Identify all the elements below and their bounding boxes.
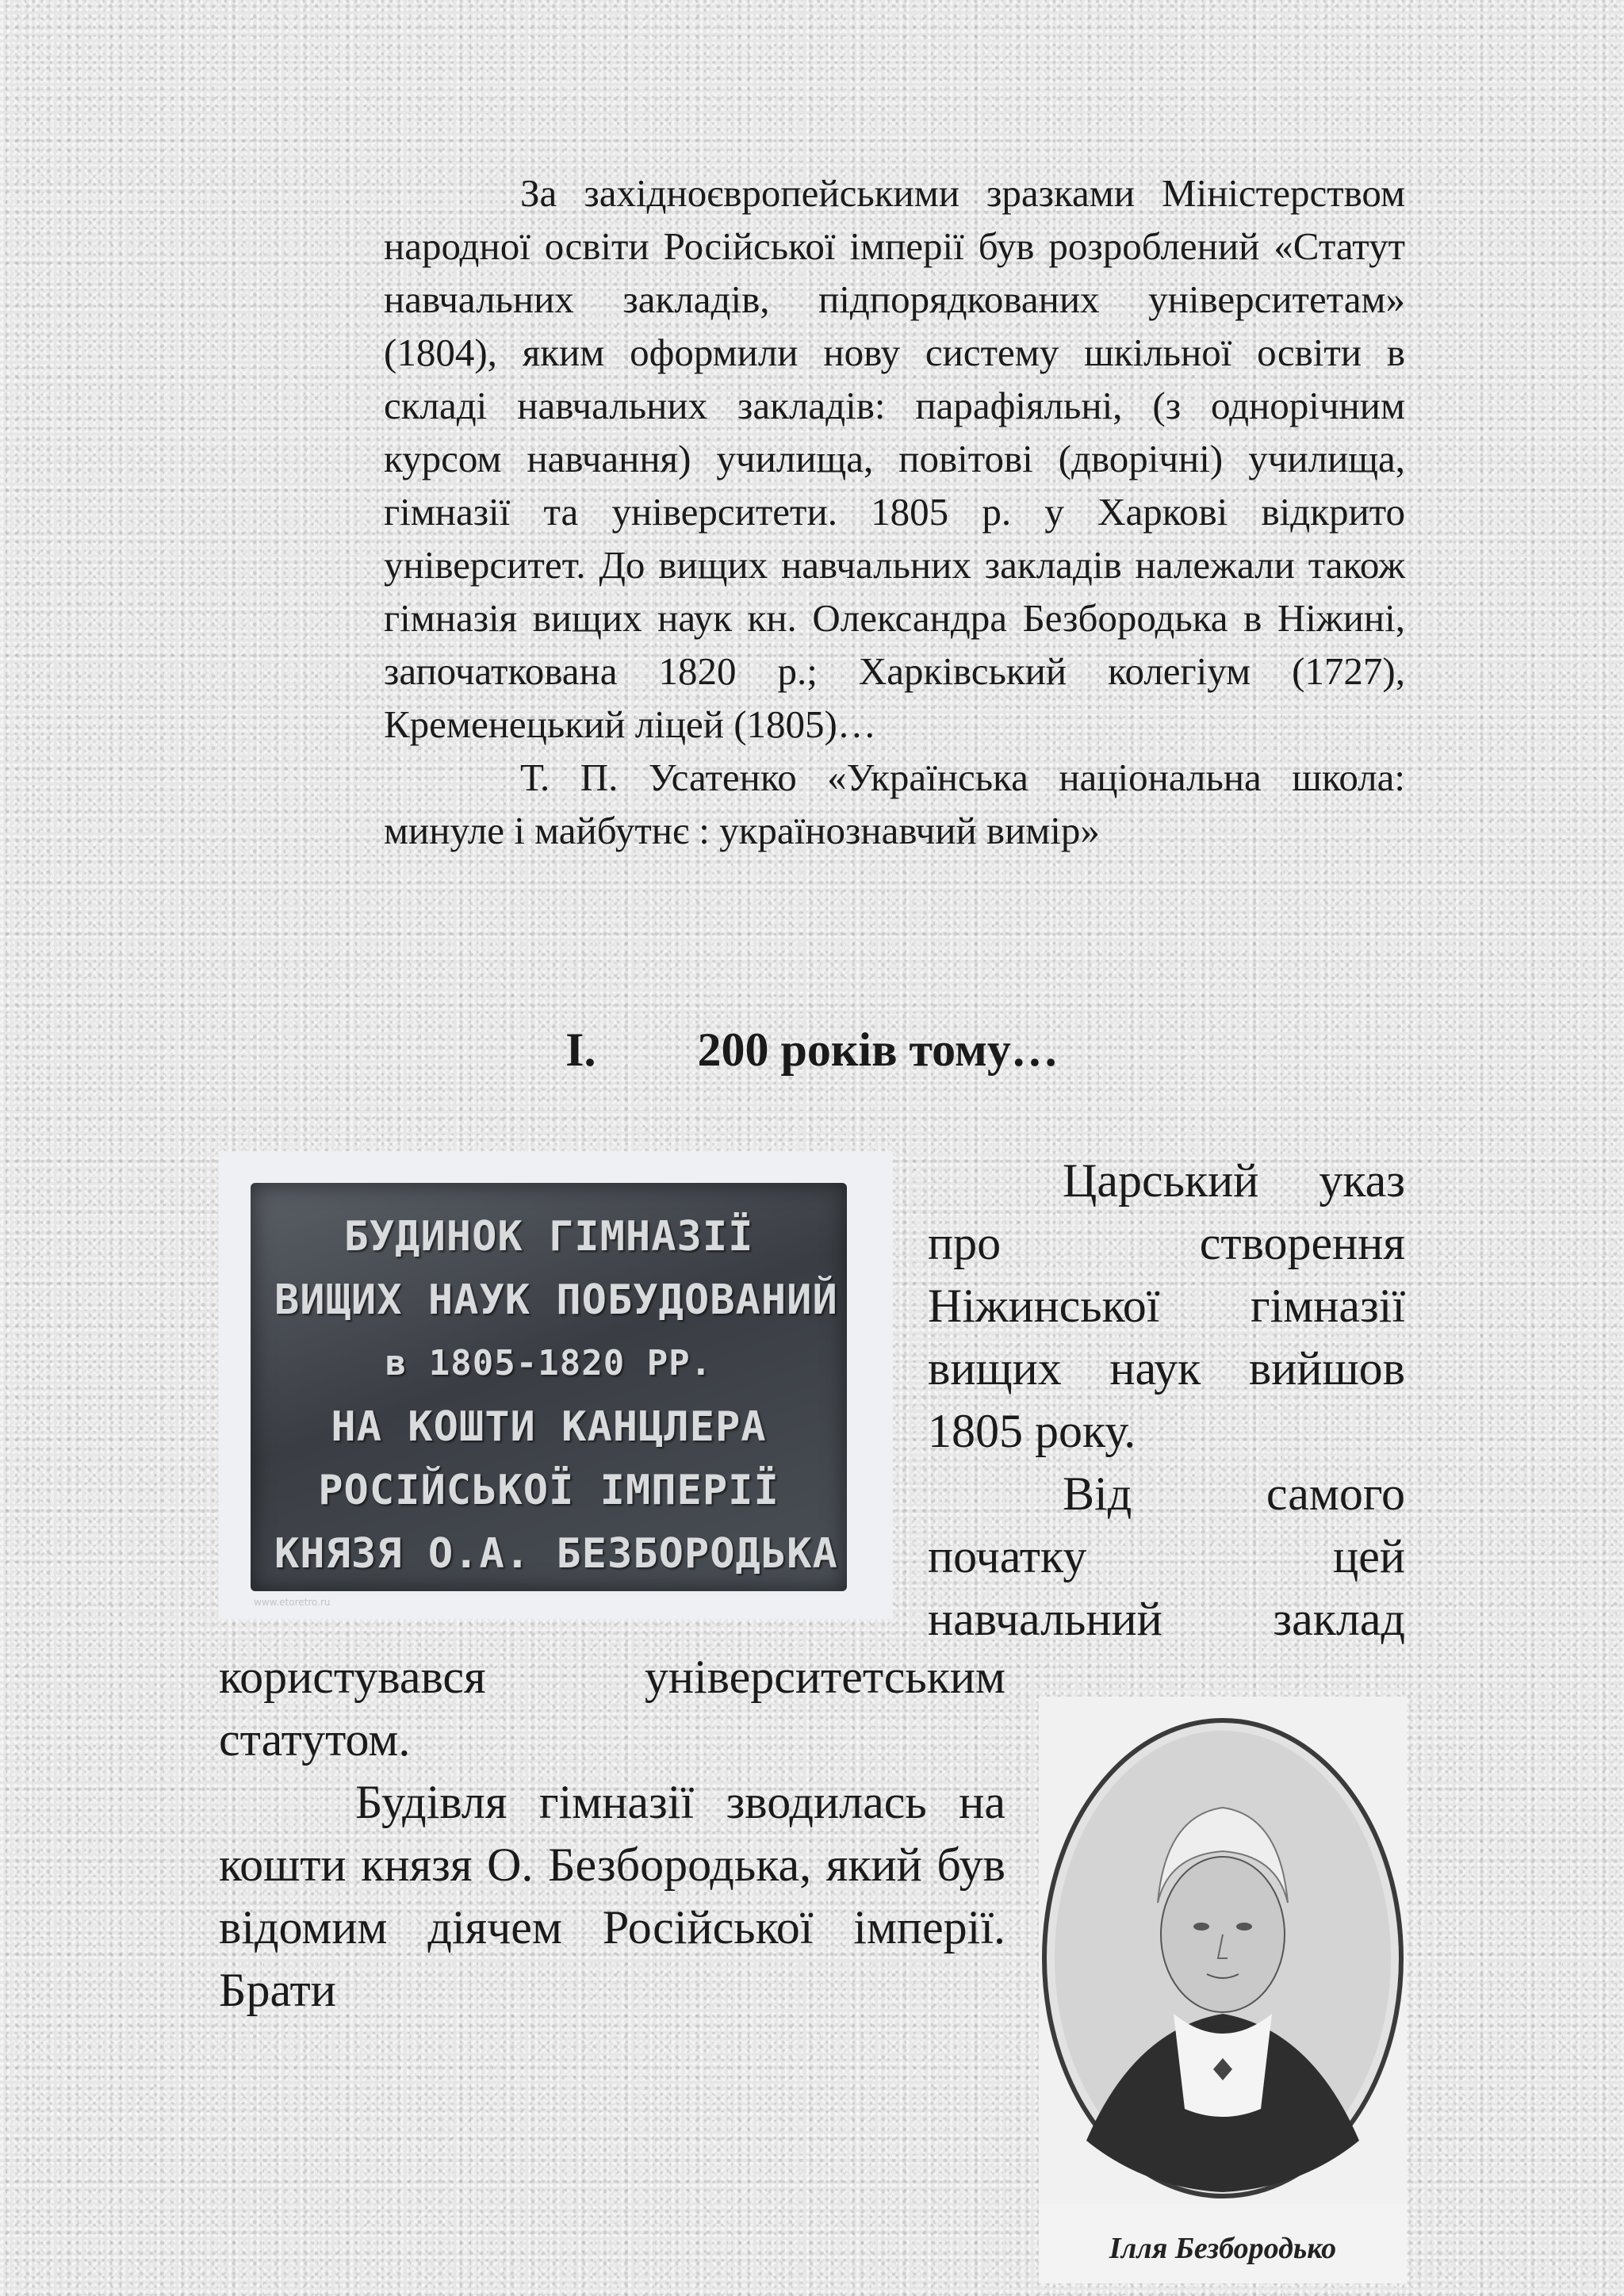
left-column-text <box>219 1646 1005 2022</box>
body-text: користувався університетським <box>219 1651 1005 1703</box>
photo-watermark: www.etoretro.ru <box>254 1597 331 1608</box>
body-paragraph <box>219 1646 1005 1771</box>
plaque-line: КНЯЗЯ О.А. БЕЗБОРОДЬКА <box>274 1530 838 1578</box>
plaque-line: НА КОШТИ КАНЦЛЕРА <box>331 1403 767 1451</box>
right-column-text <box>928 1150 1405 1651</box>
plaque-inscription <box>274 1205 838 1586</box>
body-text: статутом. <box>219 1713 411 1766</box>
body-paragraph: Від самого початку цей навчальний заклад <box>928 1468 1405 1645</box>
memorial-plaque-photo <box>219 1151 893 1619</box>
portrait-caption: Ілля Безбородько <box>1109 2232 1337 2265</box>
epigraph-attribution: Т. П. Усатенко «Українська національна школа: минуле і майбутнє : українознавчий вимір» <box>384 756 1405 852</box>
plaque-line: ВИЩИХ НАУК ПОБУДОВАНИЙ <box>274 1276 838 1324</box>
epigraph-paragraph: За західноєвропейськими зразками Міністерством народної освіти Російської імперії був розроблений «Статут навчальних закладів, підпорядкованих університетам» (1804), яким оформили нову систему шкільної освіти в складі навчальних закладів: парафіяльні, (з однорічним курсом навчання) училища, повітові (дворічні) училища, гімназії та університети. 1805 р. у Харкові відкрито університет. До вищих навчальних закладів належали також гімназія вищих наук кн. Олександра Безбородька в Ніжині, започаткована 1820 р.; Харківський колегіум (1727), Кременецький ліцей (1805)… <box>384 171 1405 746</box>
body-paragraph <box>928 1150 1405 1463</box>
portrait-illustration <box>1039 1697 1407 2204</box>
plaque-line: РОСІЙСЬКОЇ ІМПЕРІЇ <box>318 1467 779 1514</box>
body-paragraph: Будівля гімназії зводилась на кошти князя О. Безбородька, який був відомим діячем Російської імперії. Брати <box>219 1776 1005 2016</box>
plaque-board <box>251 1183 847 1591</box>
body-text: 1805 року. <box>928 1405 1136 1457</box>
plaque-line: БУДИНОК ГІМНАЗІЇ <box>343 1213 754 1261</box>
body-text: Царський указ про створення Ніжинської гімназії вищих наук вийшов <box>928 1154 1405 1395</box>
epigraph-quote <box>384 166 1405 857</box>
section-heading <box>0 1023 1624 1077</box>
plaque-line: в 1805-1820 РР. <box>385 1343 713 1383</box>
section-title: 200 років тому… <box>697 1024 1059 1076</box>
section-number: I. <box>565 1024 596 1076</box>
portrait-photo <box>1039 1697 1407 2283</box>
